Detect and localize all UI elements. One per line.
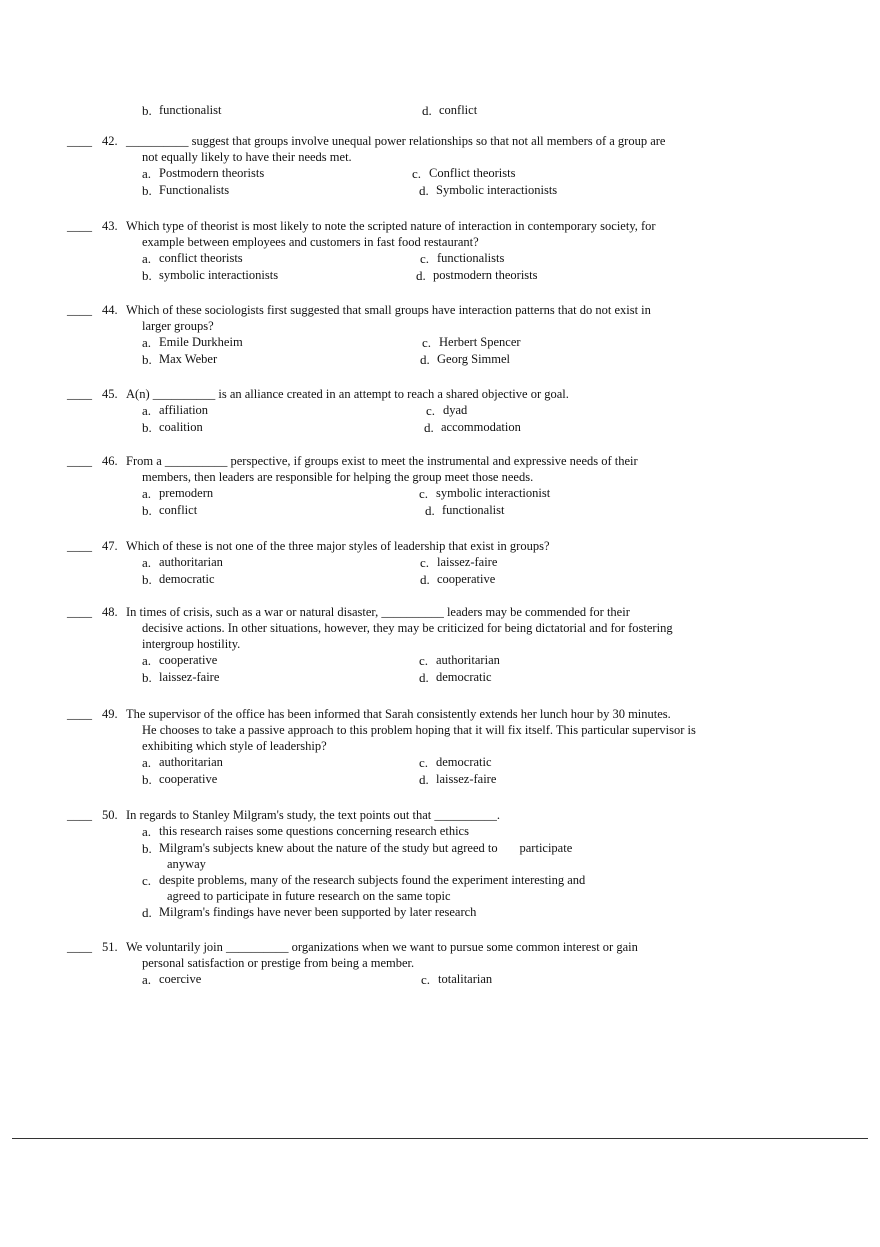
question-47 <box>67 538 767 588</box>
option-text: functionalists <box>437 251 505 265</box>
question-42 <box>67 133 767 199</box>
option-letter: c. <box>426 403 436 418</box>
option-letter: b. <box>142 103 152 118</box>
option-text: Conflict theorists <box>429 166 516 180</box>
option-text: democratic <box>436 755 492 769</box>
answer-blank: ____ <box>67 605 92 619</box>
options <box>142 823 767 921</box>
option-letter: d. <box>420 572 430 587</box>
option-letter: d. <box>425 503 435 518</box>
option-text: coercive <box>159 972 202 986</box>
option-text: Georg Simmel <box>437 352 511 366</box>
options <box>142 334 767 368</box>
option-letter: b. <box>142 670 152 685</box>
answer-blank: ____ <box>67 134 92 148</box>
footer-divider <box>12 1138 868 1139</box>
answer-blank: ____ <box>67 303 92 317</box>
option-text: authoritarian <box>436 653 500 667</box>
answer-blank: ____ <box>67 387 92 401</box>
stem-line: not equally likely to have their needs met. <box>142 150 352 164</box>
option-c <box>142 872 767 904</box>
option-text: coalition <box>159 420 203 434</box>
option-text: functionalist <box>442 503 505 517</box>
question-number: 42. <box>102 134 118 148</box>
option-text: agreed to participate in future research on the same topic <box>167 889 451 903</box>
option-text: Max Weber <box>159 352 218 366</box>
stem-line: personal satisfaction or prestige from being a member. <box>142 956 415 970</box>
option-letter: c. <box>422 335 432 350</box>
stem-line: In times of crisis, such as a war or natural disaster, __________ leaders may be commended for their <box>126 605 630 619</box>
question-stem <box>126 218 767 250</box>
question-stem <box>126 604 767 652</box>
option-letter: a. <box>142 403 152 418</box>
option-letter: d. <box>419 183 429 198</box>
option-text: premodern <box>159 486 214 500</box>
option-text: conflict theorists <box>159 251 243 265</box>
answer-blank: ____ <box>67 707 92 721</box>
option-letter: c. <box>419 653 429 668</box>
question-stem <box>126 302 767 334</box>
option-text: accommodation <box>441 420 521 434</box>
stem-line: Which type of theorist is most likely to note the scripted nature of interaction in contemporary society, for <box>126 219 656 233</box>
options <box>142 554 767 588</box>
stem-line: From a __________ perspective, if groups exist to meet the instrumental and expressive needs of their <box>126 454 638 468</box>
question-48 <box>67 604 767 686</box>
option-letter: c. <box>142 873 152 888</box>
option-letter: c. <box>420 251 430 266</box>
option-letter: b. <box>142 268 152 283</box>
question-44 <box>67 302 767 368</box>
stem-line: Which of these sociologists first suggested that small groups have interaction patterns that do not exist in <box>126 303 651 317</box>
option-letter: d. <box>419 772 429 787</box>
option-text: cooperative <box>159 653 218 667</box>
question-50 <box>67 807 767 921</box>
question-stem <box>126 706 767 754</box>
question-number: 48. <box>102 605 118 619</box>
option-letter: d. <box>424 420 434 435</box>
options <box>142 165 767 199</box>
option-a <box>142 823 767 840</box>
options <box>142 250 767 284</box>
stem-line: We voluntarily join __________ organizations when we want to pursue some common interest or gain <box>126 940 638 954</box>
answer-blank: ____ <box>67 808 92 822</box>
question-stem <box>126 538 767 554</box>
option-text: laissez-faire <box>437 555 498 569</box>
question-number: 50. <box>102 808 118 822</box>
question-43 <box>67 218 767 284</box>
option-letter: a. <box>142 824 152 839</box>
stem-line: Which of these is not one of the three major styles of leadership that exist in groups? <box>126 539 550 553</box>
stem-line: members, then leaders are responsible for helping the group meet those needs. <box>142 470 534 484</box>
option-letter: d. <box>420 352 430 367</box>
option-text: Milgram's findings have never been supported by later research <box>159 905 477 919</box>
option-letter: b. <box>142 183 152 198</box>
option-text: authoritarian <box>159 755 223 769</box>
question-stem <box>126 453 767 485</box>
option-letter: b. <box>142 772 152 787</box>
stem-line: __________ suggest that groups involve unequal power relationships so that not all members of a group are <box>126 134 666 148</box>
option-text: affiliation <box>159 403 209 417</box>
option-text: conflict <box>159 503 198 517</box>
option-text: totalitarian <box>438 972 493 986</box>
option-letter: a. <box>142 755 152 770</box>
option-text: Symbolic interactionists <box>436 183 558 197</box>
option-letter: a. <box>142 251 152 266</box>
option-text: democratic <box>159 572 215 586</box>
question-number: 51. <box>102 940 118 954</box>
question-45 <box>67 386 767 436</box>
question-number: 46. <box>102 454 118 468</box>
options <box>142 402 767 436</box>
option-d <box>142 904 767 921</box>
continuation-options <box>142 102 622 118</box>
option-letter: c. <box>421 972 431 987</box>
option-text: functionalist <box>159 103 222 117</box>
option-letter: a. <box>142 486 152 501</box>
stem-line: example between employees and customers in fast food restaurant? <box>142 235 479 249</box>
option-text: Milgram's subjects knew about the nature of the study but agreed to participate <box>159 841 573 855</box>
option-letter: d. <box>419 670 429 685</box>
option-text: Postmodern theorists <box>159 166 265 180</box>
options <box>142 971 767 988</box>
option-text: Emile Durkheim <box>159 335 243 349</box>
question-number: 49. <box>102 707 118 721</box>
question-number: 44. <box>102 303 118 317</box>
options <box>142 652 767 686</box>
option-letter: b. <box>142 503 152 518</box>
answer-blank: ____ <box>67 940 92 954</box>
option-text: Functionalists <box>159 183 230 197</box>
option-letter: c. <box>419 755 429 770</box>
option-letter: b. <box>142 352 152 367</box>
option-text: anyway <box>167 857 206 871</box>
option-letter: b. <box>142 841 152 856</box>
stem-line: In regards to Stanley Milgram's study, the text points out that __________. <box>126 808 500 822</box>
option-letter: d. <box>422 103 432 118</box>
question-stem <box>126 807 767 823</box>
option-text: cooperative <box>159 772 218 786</box>
question-stem <box>126 939 767 971</box>
option-letter: a. <box>142 972 152 987</box>
option-b <box>142 840 767 872</box>
option-text: laissez-faire <box>436 772 497 786</box>
stem-line: The supervisor of the office has been informed that Sarah consistently extends her lunch hour by 30 minutes. <box>126 707 671 721</box>
question-49 <box>67 706 767 788</box>
question-number: 45. <box>102 387 118 401</box>
question-51 <box>67 939 767 988</box>
option-text: cooperative <box>437 572 496 586</box>
options <box>142 754 767 788</box>
option-letter: d. <box>142 905 152 920</box>
answer-blank: ____ <box>67 454 92 468</box>
option-text: this research raises some questions concerning research ethics <box>159 824 469 838</box>
answer-blank: ____ <box>67 219 92 233</box>
question-number: 47. <box>102 539 118 553</box>
option-text: Herbert Spencer <box>439 335 521 349</box>
option-letter: b. <box>142 420 152 435</box>
question-stem <box>126 133 767 165</box>
option-text: dyad <box>443 403 468 417</box>
options <box>142 485 767 519</box>
stem-line: larger groups? <box>142 319 214 333</box>
option-text: conflict <box>439 103 478 117</box>
option-text: postmodern theorists <box>433 268 538 282</box>
question-number: 43. <box>102 219 118 233</box>
question-46 <box>67 453 767 519</box>
option-letter: a. <box>142 555 152 570</box>
option-letter: d. <box>416 268 426 283</box>
option-text: authoritarian <box>159 555 223 569</box>
stem-line: decisive actions. In other situations, however, they may be criticized for being dictatorial and for fostering <box>142 621 673 635</box>
option-text: symbolic interactionist <box>436 486 551 500</box>
option-letter: b. <box>142 572 152 587</box>
stem-line: He chooses to take a passive approach to this problem hoping that it will fix itself. This particular supervisor is <box>142 723 696 737</box>
option-letter: a. <box>142 335 152 350</box>
stem-line: A(n) __________ is an alliance created in an attempt to reach a shared objective or goal. <box>126 387 569 401</box>
stem-line: exhibiting which style of leadership? <box>142 739 327 753</box>
option-letter: c. <box>420 555 430 570</box>
answer-blank: ____ <box>67 539 92 553</box>
option-letter: c. <box>419 486 429 501</box>
option-text: laissez-faire <box>159 670 220 684</box>
option-letter: c. <box>412 166 422 181</box>
option-letter: a. <box>142 653 152 668</box>
option-text: democratic <box>436 670 492 684</box>
option-text: despite problems, many of the research subjects found the experiment interesting and <box>159 873 586 887</box>
stem-line: intergroup hostility. <box>142 637 241 651</box>
option-letter: a. <box>142 166 152 181</box>
option-text: symbolic interactionists <box>159 268 279 282</box>
question-stem <box>126 386 767 402</box>
